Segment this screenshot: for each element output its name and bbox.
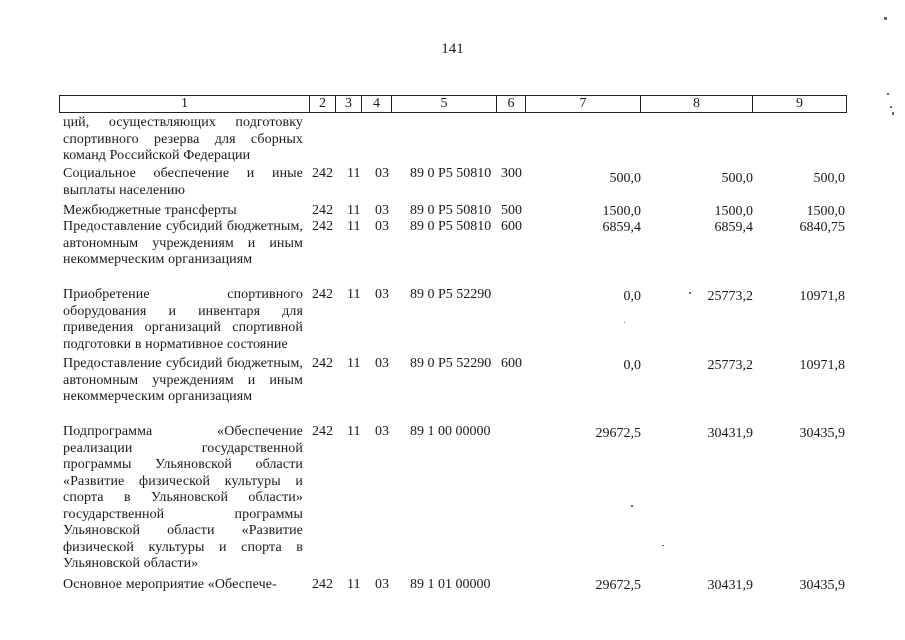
row-amount-year1: 29672,5 [595,578,641,593]
row-code-subsection: 03 [375,577,389,592]
scan-speck [892,112,894,115]
row-code-section: 11 [347,356,361,371]
row-amount-year2: 30431,9 [707,426,753,441]
row-code-section: 11 [347,424,361,439]
row-amount-year1: 29672,5 [595,426,641,441]
row-amount-year2: 1500,0 [714,204,753,219]
row-description: Межбюджетные трансферты [63,203,237,218]
row-description: Приобретение спортивного оборудования и инвентаря для приведения организаций спортивной подготовки в нормативное состояние [63,287,303,352]
row-amount-year1: 0,0 [623,289,641,304]
row-amount-year3: 500,0 [813,171,845,186]
row-code-section: 11 [347,203,361,218]
row-code-ministry: 242 [312,287,333,302]
row-amount-year2: 500,0 [721,171,753,186]
header-col-2: 2 [310,96,336,112]
row-amount-year3: 10971,8 [799,289,845,304]
row-code-ministry: 242 [312,203,333,218]
row-code-expense-type: 600 [501,356,522,371]
row-amount-year1: 1500,0 [602,204,641,219]
header-col-1: 1 [60,96,310,112]
row-amount-year2: 30431,9 [707,578,753,593]
header-col-7: 7 [526,96,641,112]
row-code-target: 89 0 Р5 52290 [410,287,492,302]
row-code-target: 89 0 Р5 50810 [410,166,492,181]
row-amount-year1: 500,0 [609,171,641,186]
scan-speck [884,17,887,20]
row-code-target: 89 0 Р5 50810 [410,203,492,218]
row-code-subsection: 03 [375,166,389,181]
row-code-section: 11 [347,577,361,592]
row-code-ministry: 242 [312,356,333,371]
row-code-ministry: 242 [312,219,333,234]
row-description: Социальное обеспечение и иные выплаты населению [63,166,303,198]
header-col-3: 3 [336,96,362,112]
row-code-subsection: 03 [375,356,389,371]
scan-speck [887,93,889,95]
row-code-target: 89 0 Р5 52290 [410,356,492,371]
row-code-target: 89 1 00 00000 [410,424,491,439]
header-col-5: 5 [392,96,497,112]
scan-speck [662,545,664,546]
row-code-expense-type: 600 [501,219,522,234]
header-col-9: 9 [796,96,803,111]
row-description: Предоставление субсидий бюджетным, автономным учреждениям и иным некоммерческим организациям [63,219,303,267]
row-amount-year2: 6859,4 [714,220,753,235]
row-code-ministry: 242 [312,577,333,592]
row-amount-year1: 6859,4 [602,220,641,235]
row-description: Предоставление субсидий бюджетным, автономным учреждениям и иным некоммерческим организациям [63,356,303,404]
header-col-6: 6 [497,96,526,112]
header-col-8: 8 [641,96,753,112]
row-code-target: 89 0 Р5 50810 [410,219,492,234]
row-code-subsection: 03 [375,287,389,302]
page-number: 141 [441,41,464,57]
header-col-4: 4 [362,96,392,112]
row-amount-year3: 30435,9 [799,578,845,593]
row-code-section: 11 [347,287,361,302]
row-code-ministry: 242 [312,424,333,439]
row-code-subsection: 03 [375,424,389,439]
row-amount-year1: 0,0 [623,358,641,373]
row-amount-year3: 10971,8 [799,358,845,373]
row-amount-year2: 25773,2 [707,289,753,304]
row-code-expense-type: 300 [501,166,522,181]
row-description: ций, осуществляющих подготовку спортивного резерва для сборных команд Российской Федерации [63,115,303,163]
scan-speck [624,322,625,323]
row-code-ministry: 242 [312,166,333,181]
row-description: Подпрограмма «Обеспечение реализации государственной программы Ульяновской области «Развитие физической культуры и спорта в Ульяновской области» государственной программы Ульяновской области «Развитие физической культуры и спорта в Ульяновской области» [63,424,303,571]
scan-speck [890,106,892,108]
row-code-subsection: 03 [375,203,389,218]
scan-speck [689,292,691,294]
row-code-expense-type: 500 [501,203,522,218]
scan-speck [631,505,633,507]
row-code-section: 11 [347,219,361,234]
row-amount-year2: 25773,2 [707,358,753,373]
row-code-target: 89 1 01 00000 [410,577,491,592]
row-code-subsection: 03 [375,219,389,234]
row-amount-year3: 30435,9 [799,426,845,441]
row-code-section: 11 [347,166,361,181]
row-description: Основное мероприятие «Обеспече- [63,577,277,592]
row-amount-year3: 1500,0 [806,204,845,219]
table-header [59,95,847,113]
row-amount-year3: 6840,75 [799,220,845,235]
